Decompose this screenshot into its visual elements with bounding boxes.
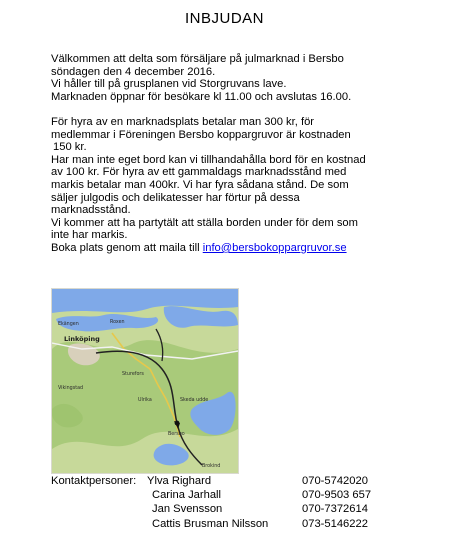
pricing-line: För hyra av en marknadsplats betalar man 300 kr, för bbox=[51, 115, 315, 128]
contact-list bbox=[51, 474, 431, 531]
map-image bbox=[52, 289, 238, 473]
pricing-line: marknadsstånd. bbox=[51, 204, 131, 217]
map-label: Skeda udde bbox=[180, 398, 209, 403]
map-marker-icon bbox=[175, 421, 180, 426]
pricing-line: av 100 kr. För hyra av ett gammaldags marknadsstånd med bbox=[51, 166, 347, 179]
contacts-heading: Kontaktpersoner: bbox=[51, 475, 137, 487]
contact-name: Cattis Brusman Nilsson bbox=[152, 517, 269, 530]
pricing-line: 150 kr. bbox=[53, 141, 87, 154]
intro-line: Välkommen att delta som försäljare på julmarknad i Bersbo bbox=[51, 53, 344, 65]
booking-text: Boka plats genom att maila till bbox=[51, 241, 203, 254]
booking-line bbox=[51, 242, 421, 255]
pricing-line: medlemmar i Föreningen Bersbo koppargruvor är kostnaden bbox=[51, 128, 351, 141]
contact-name: Jan Svensson bbox=[152, 503, 223, 516]
intro-paragraph bbox=[51, 53, 421, 103]
map-label: Vikingstad bbox=[58, 386, 84, 391]
invitation-body bbox=[51, 53, 421, 255]
pricing-line: Har man inte eget bord kan vi tillhandahålla bord för en kostnad bbox=[51, 153, 366, 166]
intro-line: Vi håller till på grusplanen vid Storgruvans lave. bbox=[51, 78, 287, 91]
contact-row bbox=[51, 488, 431, 502]
booking-email-link[interactable]: info@bersbokoppargruvor.se bbox=[202, 241, 347, 254]
location-map[interactable] bbox=[51, 288, 239, 474]
map-label: Brokind bbox=[202, 464, 221, 469]
pricing-line: säljer julgodis och delikatesser har förtur på dessa bbox=[51, 191, 300, 204]
pricing-line: Vi kommer att ha partytält att ställa borden under för dem som bbox=[51, 216, 358, 229]
contact-phone: 070-5742020 bbox=[302, 475, 368, 487]
contact-phone: 073-5146222 bbox=[302, 517, 368, 530]
pricing-line: markis betalar man 400kr. Vi har fyra sådana stånd. De som bbox=[51, 178, 349, 191]
map-label: Bersbo bbox=[168, 432, 185, 437]
contact-row bbox=[51, 502, 431, 516]
map-label: Roxen bbox=[110, 320, 125, 325]
intro-line: Marknaden öppnar för besökare kl 11.00 och avslutas 16.00. bbox=[51, 90, 352, 103]
map-label: Sturefors bbox=[122, 372, 144, 377]
contact-phone: 070-7372614 bbox=[302, 503, 368, 516]
map-label: Ulrika bbox=[138, 398, 152, 403]
pricing-line: inte har markis. bbox=[51, 229, 128, 242]
intro-line: söndagen den 4 december 2016. bbox=[51, 65, 216, 78]
contact-row bbox=[51, 517, 431, 531]
map-city-label: Linköping bbox=[64, 335, 100, 343]
invitation-title: INBJUDAN bbox=[184, 10, 264, 27]
contact-name: Ylva Righard bbox=[147, 475, 212, 487]
map-label: Ekängen bbox=[58, 322, 79, 327]
contact-row bbox=[51, 474, 431, 488]
contact-phone: 070-9503 657 bbox=[302, 489, 372, 502]
pricing-paragraph bbox=[51, 116, 421, 255]
contact-name: Carina Jarhall bbox=[152, 489, 222, 502]
